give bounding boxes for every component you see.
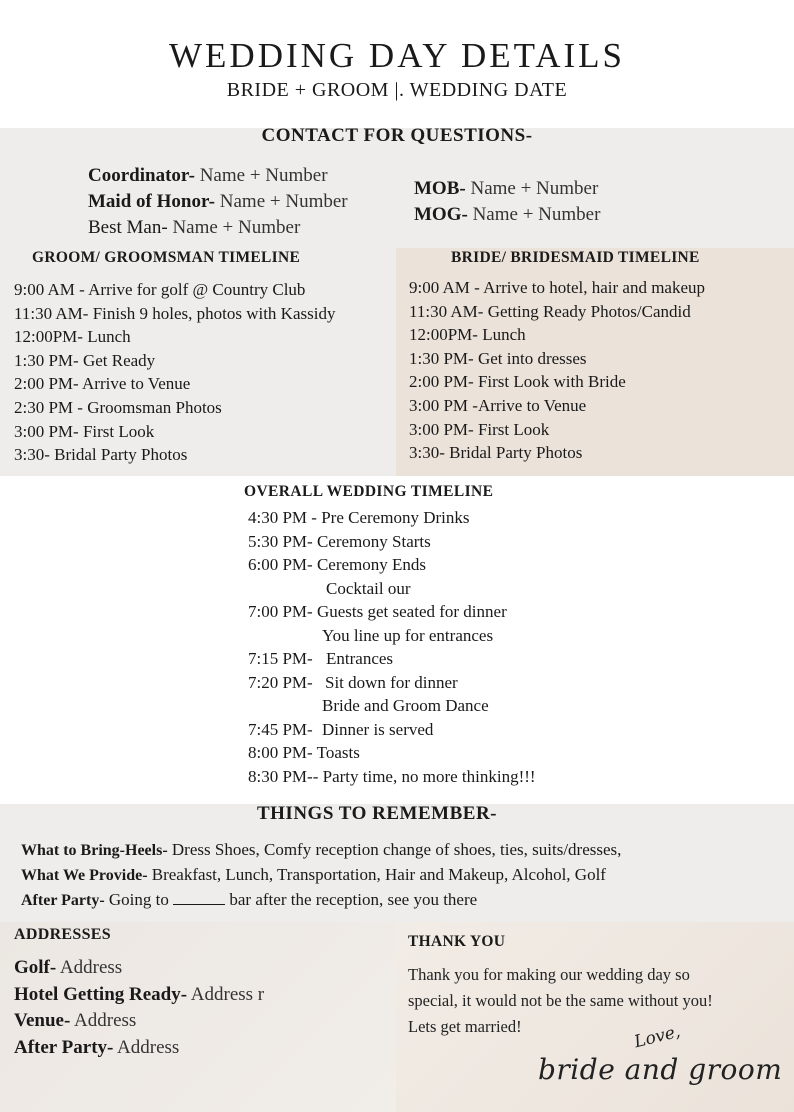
remember-text: bar after the reception, see you there — [225, 890, 478, 909]
contact-entry — [414, 202, 600, 228]
contact-heading: CONTACT FOR QUESTIONS- — [261, 125, 533, 146]
list-item — [14, 982, 264, 1009]
contact-entry — [414, 176, 600, 202]
timeline-time: 8:30 PM-- — [248, 766, 323, 786]
list-item — [248, 553, 536, 577]
address-value: Address r — [187, 983, 265, 1005]
timeline-event: Pre Ceremony Drinks — [321, 508, 470, 527]
address-label: After Party- — [14, 1036, 114, 1058]
contact-value: Name + Number — [215, 191, 348, 212]
list-item: 12:00PM- Lunch — [14, 327, 131, 347]
timeline-event: Toasts — [316, 743, 360, 762]
thank-you-line: Lets get married! — [408, 1017, 522, 1036]
list-item: 9:00 AM - Arrive for golf @ Country Club — [14, 280, 306, 299]
timeline-time: 5:30 PM- — [248, 531, 317, 551]
overall-timeline-list — [248, 506, 536, 788]
list-item — [248, 577, 536, 601]
list-item: 3:30- Bridal Party Photos — [14, 445, 188, 465]
list-item: 11:30 AM- Finish 9 holes, photos with Kassidy — [14, 303, 336, 323]
timeline-event: Ceremony Starts — [316, 531, 431, 551]
thank-you-line: Thank you for making our wedding day so — [408, 965, 690, 984]
remember-label: What We Provide- — [21, 867, 148, 884]
address-value: Address — [113, 1036, 180, 1058]
list-item — [248, 530, 536, 554]
list-item — [21, 863, 621, 888]
timeline-time: 6:00 PM- — [248, 555, 317, 574]
blank-line — [173, 893, 225, 905]
list-item: 11:30 AM- Getting Ready Photos/Candid — [409, 301, 691, 321]
contact-role: MOB- — [414, 178, 466, 199]
list-item — [248, 671, 536, 695]
remember-list — [21, 838, 621, 913]
list-item: 1:30 PM- Get into dresses — [409, 348, 587, 368]
list-item — [248, 741, 536, 765]
list-item: 1:30 PM- Get Ready — [14, 350, 156, 370]
contact-entry — [88, 215, 348, 241]
list-item — [14, 1008, 264, 1035]
list-item: 2:00 PM- Arrive to Venue — [14, 374, 191, 394]
page-header — [0, 0, 794, 128]
timeline-time: 7:00 PM- — [248, 602, 317, 621]
remember-heading: THINGS TO REMEMBER- — [256, 803, 497, 824]
contact-role: MOG- — [414, 204, 468, 225]
contact-value: Name + Number — [167, 217, 301, 238]
timeline-time: 8:00 PM- — [248, 743, 317, 762]
list-item — [21, 838, 621, 863]
list-item: 3:30- Bridal Party Photos — [409, 443, 583, 463]
timeline-event: Ceremony Ends — [316, 555, 427, 574]
timeline-event: You line up for entrances — [322, 625, 494, 645]
timeline-event: Dinner is served — [322, 719, 434, 739]
groom-timeline-heading: GROOM/ GROOMSMAN TIMELINE — [32, 249, 301, 266]
contact-left-column — [88, 163, 348, 241]
list-item: 9:00 AM - Arrive to hotel, hair and makeup — [409, 278, 706, 297]
list-item — [248, 624, 536, 648]
contact-role: Best Man- — [88, 217, 168, 238]
page-subtitle: BRIDE + GROOM |. WEDDING DATE — [226, 79, 568, 101]
list-item: 3:00 PM- First Look — [14, 421, 155, 441]
timeline-event: Cocktail our — [326, 578, 411, 598]
list-item — [14, 955, 264, 982]
addresses-heading: ADDRESSES — [14, 926, 111, 943]
groom-timeline-list — [14, 278, 335, 467]
timeline-event: Entrances — [326, 649, 394, 668]
address-value: Address — [70, 1010, 137, 1031]
contact-entry — [88, 189, 348, 215]
thank-you-message — [408, 962, 783, 1040]
contact-role: Maid of Honor- — [88, 191, 216, 212]
address-label: Golf- — [14, 957, 57, 978]
list-item — [248, 718, 536, 742]
list-item: 2:30 PM - Groomsman Photos — [14, 397, 222, 417]
timeline-time: 7:20 PM- — [248, 672, 313, 692]
address-label: Hotel Getting Ready- — [14, 983, 188, 1005]
address-value: Address — [56, 957, 123, 978]
list-item: 3:00 PM -Arrive to Venue — [409, 395, 587, 415]
timeline-event: Bride and Groom Dance — [322, 696, 489, 715]
timeline-time: 7:15 PM- — [248, 649, 313, 668]
remember-label: After Party- — [21, 892, 105, 909]
bride-timeline-list — [409, 276, 705, 465]
contact-right-column — [414, 176, 600, 228]
contact-entry — [88, 163, 348, 189]
page-title: WEDDING DAY DETAILS — [169, 36, 625, 75]
contact-value: Name + Number — [465, 178, 599, 199]
list-item: 12:00PM- Lunch — [409, 325, 526, 345]
contact-value: Name + Number — [194, 165, 328, 186]
timeline-event: Sit down for dinner — [325, 672, 458, 692]
timeline-event: Party time, no more thinking!!! — [322, 766, 536, 786]
list-item — [248, 600, 536, 624]
timeline-event: Guests get seated for dinner — [316, 602, 507, 621]
list-item: 2:00 PM- First Look with Bride — [409, 372, 626, 392]
address-label: Venue- — [14, 1010, 71, 1031]
contact-value: Name + Number — [467, 204, 601, 225]
list-item — [14, 1035, 264, 1062]
remember-text: Breakfast, Lunch, Transportation, Hair and Makeup, Alcohol, Golf — [147, 865, 606, 884]
overall-timeline-heading: OVERALL WEDDING TIMELINE — [244, 483, 494, 500]
thank-you-heading: THANK YOU — [408, 933, 506, 950]
remember-label: What to Bring-Heels- — [21, 842, 168, 859]
thank-you-line: special, it would not be the same without you! — [408, 991, 713, 1010]
address-list — [14, 955, 264, 1061]
signature-names: bride and groom — [538, 1053, 783, 1086]
timeline-time: 4:30 PM - — [248, 508, 322, 527]
list-item — [248, 647, 536, 671]
contact-role: Coordinator- — [88, 165, 195, 186]
list-item — [248, 765, 536, 789]
timeline-time: 7:45 PM- — [248, 719, 313, 739]
remember-text: Dress Shoes, Comfy reception change of shoes, ties, suits/dresses, — [167, 840, 622, 859]
signature-love: Love, — [632, 1021, 683, 1053]
list-item — [248, 694, 536, 718]
remember-text: Going to — [104, 890, 174, 909]
list-item — [21, 888, 621, 913]
list-item — [248, 506, 536, 530]
bride-timeline-heading: BRIDE/ BRIDESMAID TIMELINE — [451, 249, 700, 266]
list-item: 3:00 PM- First Look — [409, 419, 550, 439]
